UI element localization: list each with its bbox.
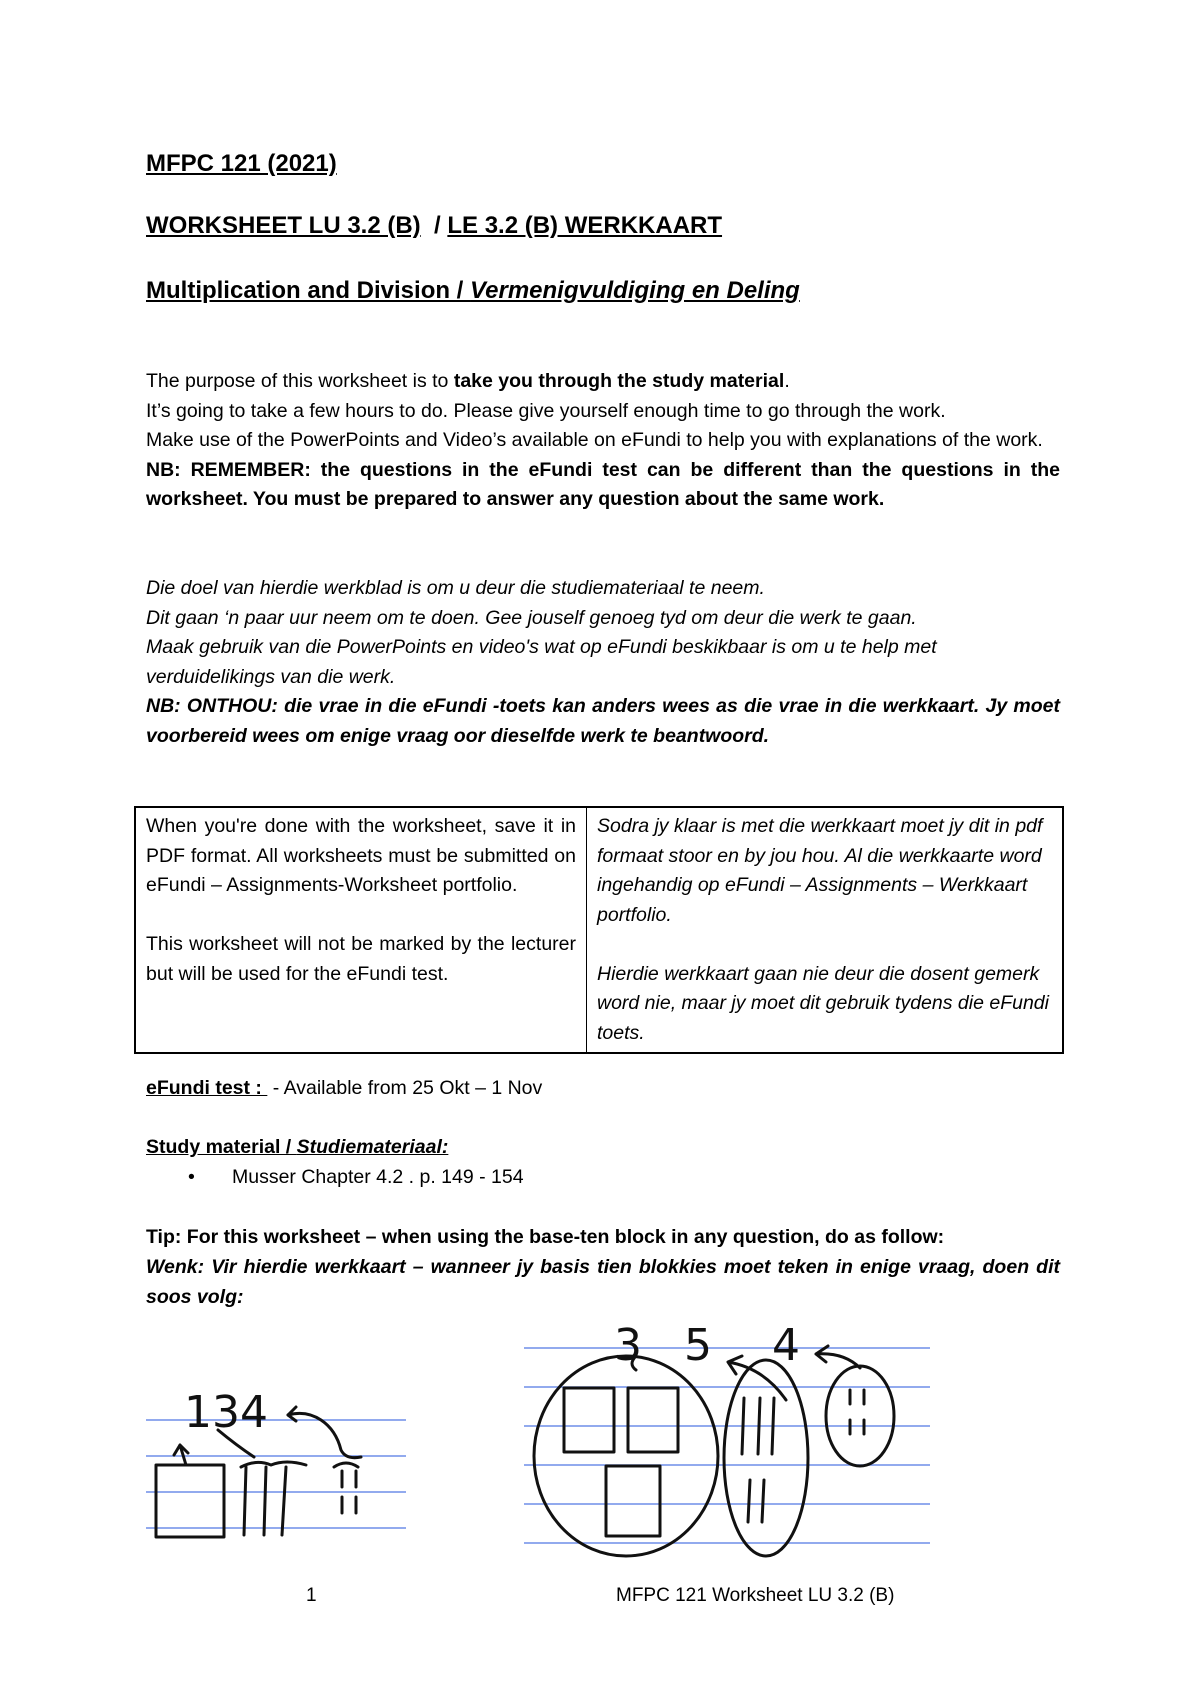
- sketch-digit-hundreds: 3: [614, 1320, 642, 1371]
- submission-info-table: [134, 806, 1064, 1054]
- efundi-test-line: [146, 1077, 542, 1100]
- study-material-label-en: Study material /: [146, 1136, 297, 1158]
- study-material-heading: [146, 1136, 448, 1159]
- topic-title: [146, 277, 800, 305]
- topic-title-en: Multiplication and Division /: [146, 277, 471, 304]
- intro-english: [146, 367, 1060, 515]
- efundi-test-value: - Available from 25 Okt – 1 Nov: [267, 1077, 543, 1099]
- intro-af-line-1: Die doel van hierdie werkblad is om u deur die studiemateriaal te neem.: [146, 577, 765, 599]
- intro-en-line-2: It’s going to take a few hours to do. Please give yourself enough time to go through the work.: [146, 399, 946, 422]
- intro-en-line-1-post: .: [784, 370, 790, 392]
- base-ten-sketch-134: [146, 1375, 406, 1557]
- intro-en-line-1-pre: The purpose of this worksheet is to: [146, 370, 454, 392]
- intro-en-line-3: Make use of the PowerPoints and Video’s available on eFundi to help you with explanations of the work.: [146, 429, 1043, 451]
- efundi-test-label: eFundi test :: [146, 1077, 268, 1099]
- submission-info-af-2: Hierdie werkkaart gaan nie deur die dosent gemerk word nie, maar jy moet dit gebruik tydens die eFundi toets.: [597, 962, 1049, 1044]
- submission-info-en: [135, 807, 587, 1053]
- sketch-number-134: 134: [184, 1387, 268, 1438]
- submission-info-en-2: This worksheet will not be marked by the lecturer but will be used for the eFundi test.: [146, 933, 576, 985]
- intro-af-line-2: Dit gaan ‘n paar uur neem om te doen. Gee jouself genoeg tyd om deur die werk te gaan.: [146, 606, 917, 629]
- tip-afrikaans: Wenk: Vir hierdie werkkaart – wanneer jy basis tien blokkies moet teken in enige vraag, doen dit soos volg:: [146, 1256, 1060, 1308]
- study-material-item: [188, 1166, 524, 1189]
- footer-page-number: 1: [306, 1585, 317, 1606]
- study-material-item-text: Musser Chapter 4.2 . p. 149 - 154: [232, 1166, 524, 1188]
- footer-title: MFPC 121 Worksheet LU 3.2 (B): [616, 1585, 895, 1606]
- sketch-digit-ones: 4: [772, 1320, 800, 1371]
- worksheet-title-en: WORKSHEET LU 3.2 (B): [146, 212, 421, 239]
- intro-en-line-1-bold: take you through the study material: [453, 370, 785, 392]
- bullet-icon: •: [188, 1166, 195, 1188]
- worksheet-title-af: LE 3.2 (B) WERKKAART: [447, 212, 723, 239]
- topic-title-af: Vermenigvuldiging en Deling: [470, 277, 800, 304]
- intro-afrikaans: [146, 574, 1060, 751]
- submission-info-af-1: Sodra jy klaar is met die werkkaart moet jy dit in pdf formaat stoor en by jou hou. Al die werkkaarte word ingehandig op eFundi – Assignments – Werkkaart portfolio.: [597, 815, 1043, 926]
- intro-af-line-3: Maak gebruik van die PowerPoints en video's wat op eFundi beskikbaar is om u te help met verduidelikings van die werk.: [146, 636, 937, 688]
- intro-en-nb: NB: REMEMBER: the questions in the eFundi test can be different than the questions in the worksheet. You must be prepared to answer any question about the same work.: [146, 458, 1060, 510]
- worksheet-title-separator: /: [420, 212, 448, 239]
- intro-en-line-1: [146, 367, 1060, 397]
- worksheet-title: [146, 212, 722, 240]
- submission-info-en-1: When you're done with the worksheet, save it in PDF format. All worksheets must be submitted on eFundi – Assignments-Worksheet portfolio.: [146, 815, 576, 896]
- sketch-digit-tens: 5: [684, 1320, 712, 1371]
- base-ten-sketch-354: [524, 1308, 930, 1572]
- submission-info-af: [587, 807, 1064, 1053]
- course-title: MFPC 121 (2021): [146, 150, 337, 177]
- study-material-label-af: Studiemateriaal:: [296, 1136, 449, 1158]
- intro-af-nb: NB: ONTHOU: die vrae in die eFundi -toets kan anders wees as die vrae in die werkkaart. Jy moet voorbereid wees om enige vraag oor dieselfde werk te beantwoord.: [146, 695, 1060, 747]
- tip-english: Tip: For this worksheet – when using the base-ten block in any question, do as follow:: [146, 1226, 945, 1248]
- tip-block: [146, 1222, 1060, 1312]
